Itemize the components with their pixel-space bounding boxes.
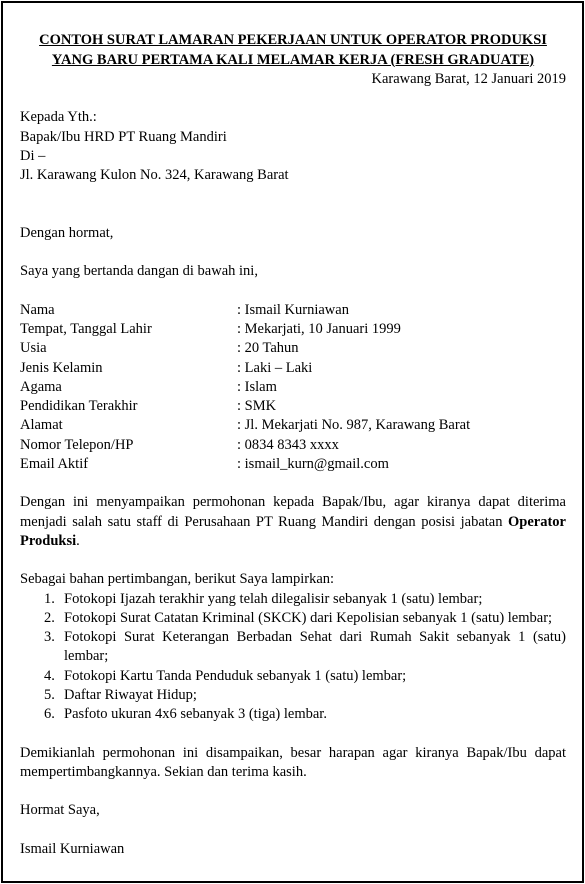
detail-label: Pendidikan Terakhir	[20, 398, 138, 415]
position-title-part-2: Produksi	[20, 532, 77, 549]
title-line-2: YANG BARU PERTAMA KALI MELAMAR KERJA (FRESH GRADUATE)	[51, 51, 535, 68]
detail-separator: :	[237, 321, 242, 338]
attachment-item-2	[20, 609, 566, 628]
recipient-address: Jl. Karawang Kulon No. 324, Karawang Barat	[20, 167, 289, 184]
sign-off: Hormat Saya,	[20, 802, 100, 819]
detail-label: Alamat	[20, 417, 63, 434]
detail-row-gender	[20, 359, 566, 378]
request-line-2	[20, 513, 566, 532]
detail-value: ismail_kurn@gmail.com	[244, 455, 389, 472]
request-paragraph	[20, 493, 566, 551]
request-line-3	[20, 532, 566, 551]
detail-value: 0834 8343 xxxx	[244, 436, 339, 453]
closing-line-2: mempertimbangkannya. Sekian dan terima kasih.	[20, 763, 307, 780]
attachments-section	[20, 570, 566, 724]
detail-row-age	[20, 339, 566, 358]
attachment-number: 3.	[44, 629, 55, 646]
detail-row-address	[20, 416, 566, 435]
position-title-part-1: Operator	[508, 513, 566, 530]
detail-row-name	[20, 301, 566, 320]
attachment-text: Daftar Riwayat Hidup;	[64, 686, 197, 703]
closing-paragraph	[20, 744, 566, 783]
attachment-number: 1.	[44, 590, 55, 607]
letter-body	[20, 31, 566, 859]
detail-label: Usia	[20, 340, 47, 357]
detail-value: Ismail Kurniawan	[244, 301, 349, 318]
detail-value: 20 Tahun	[244, 340, 299, 357]
signer-name: Ismail Kurniawan	[20, 840, 125, 857]
recipient-block	[20, 108, 566, 185]
detail-value: Mekarjati, 10 Januari 1999	[244, 321, 401, 338]
detail-row-phone	[20, 436, 566, 455]
closing-line-1: Demikianlah permohonan ini disampaikan, besar harapan agar kiranya Bapak/Ibu dapat	[20, 744, 566, 761]
detail-separator: :	[237, 436, 242, 453]
detail-separator: :	[237, 340, 242, 357]
detail-value: SMK	[244, 398, 277, 415]
detail-separator: :	[237, 455, 242, 472]
attachment-item-5	[20, 686, 566, 705]
detail-row-education	[20, 397, 566, 416]
detail-label: Email Aktif	[20, 455, 89, 472]
detail-label: Agama	[20, 378, 62, 395]
detail-label: Nama	[20, 301, 55, 318]
request-line-2-text: menjadi salah satu staff di Perusahaan PT Ruang Mandiri dengan posisi jabatan	[20, 513, 503, 530]
place-date: Karawang Barat, 12 Januari 2019	[371, 70, 566, 87]
attachment-text-line-1: Fotokopi Surat Keterangan Berbadan Sehat dari Rumah Sakit sebanyak 1 (satu)	[64, 629, 566, 646]
applicant-details	[20, 301, 566, 474]
recipient-at: Di –	[20, 147, 46, 164]
request-line-1: Dengan ini menyampaikan permohonan kepada Bapak/Ibu, agar kiranya dapat diterima	[20, 494, 566, 511]
title-line-1: CONTOH SURAT LAMARAN PEKERJAAN UNTUK OPERATOR PRODUKSI	[39, 32, 547, 49]
attachments-intro: Sebagai bahan pertimbangan, berikut Saya lampirkan:	[20, 571, 335, 588]
attachment-item-3	[20, 628, 566, 667]
attachment-text: Fotokopi Ijazah terakhir yang telah dilegalisir sebanyak 1 (satu) lembar;	[64, 590, 483, 607]
attachment-text: Pasfoto ukuran 4x6 sebanyak 3 (tiga) lembar.	[64, 706, 327, 723]
detail-separator: :	[237, 378, 242, 395]
detail-row-birth	[20, 320, 566, 339]
attachment-number: 2.	[44, 609, 55, 626]
detail-label: Jenis Kelamin	[20, 359, 103, 376]
attachment-number: 6.	[44, 706, 55, 723]
attachment-item-6	[20, 705, 566, 724]
attachment-number: 5.	[44, 686, 55, 703]
detail-label: Tempat, Tanggal Lahir	[20, 321, 152, 338]
intro-sentence: Saya yang bertanda dangan di bawah ini,	[20, 263, 258, 280]
detail-separator: :	[237, 398, 242, 415]
detail-label: Nomor Telepon/HP	[20, 436, 134, 453]
detail-row-religion	[20, 378, 566, 397]
detail-separator: :	[237, 417, 242, 434]
attachment-text: Fotokopi Kartu Tanda Penduduk sebanyak 1 (satu) lembar;	[64, 667, 407, 684]
recipient-salutation: Kepada Yth.:	[20, 109, 97, 126]
detail-value: Laki – Laki	[244, 359, 313, 376]
detail-row-email	[20, 455, 566, 474]
attachment-text-line-2: lembar;	[64, 648, 109, 665]
detail-value: Jl. Mekarjati No. 987, Karawang Barat	[244, 417, 471, 434]
detail-separator: :	[237, 301, 242, 318]
greeting: Dengan hormat,	[20, 224, 114, 241]
attachment-item-1	[20, 590, 566, 609]
attachment-number: 4.	[44, 667, 55, 684]
attachment-text: Fotokopi Surat Catatan Kriminal (SKCK) dari Kepolisian sebanyak 1 (satu) lembar;	[64, 609, 553, 626]
detail-separator: :	[237, 359, 242, 376]
detail-value: Islam	[244, 378, 277, 395]
request-end-punctuation: .	[76, 532, 80, 549]
attachment-item-4	[20, 667, 566, 686]
recipient-name: Bapak/Ibu HRD PT Ruang Mandiri	[20, 128, 227, 145]
